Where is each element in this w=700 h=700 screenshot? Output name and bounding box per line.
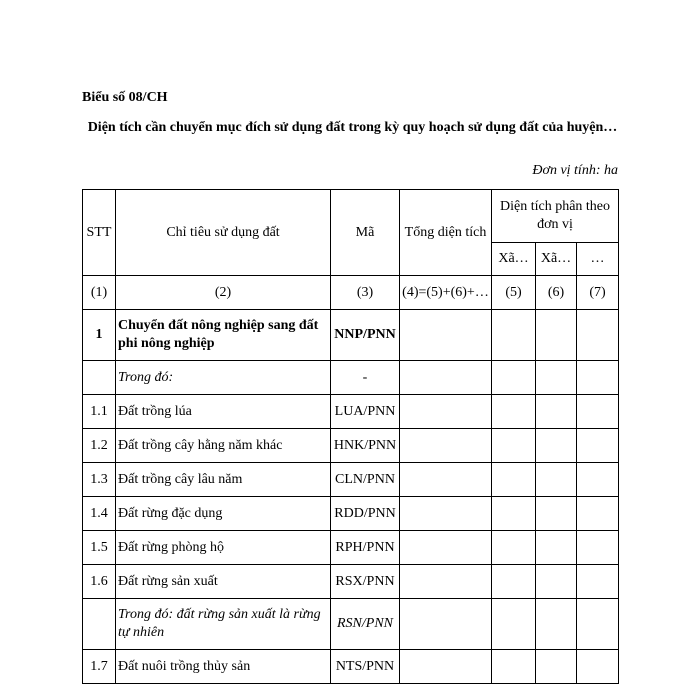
header-phan-theo-don-vi: Diện tích phân theo đơn vị	[492, 190, 619, 243]
row-code: CLN/PNN	[331, 463, 400, 497]
row-xa-1	[492, 429, 536, 463]
row-xa-1	[492, 361, 536, 395]
row-xa-2	[536, 565, 577, 599]
row-stt: 1.5	[83, 531, 116, 565]
header-xa-1: Xã…	[492, 243, 536, 276]
header-ma: Mã	[331, 190, 400, 276]
row-stt: 1.7	[83, 650, 116, 684]
row-xa-2	[536, 599, 577, 650]
row-total	[400, 463, 492, 497]
row-more	[577, 463, 619, 497]
row-code: LUA/PNN	[331, 395, 400, 429]
row-code: HNK/PNN	[331, 429, 400, 463]
row-total	[400, 429, 492, 463]
row-name: Đất nuôi trồng thủy sản	[116, 650, 331, 684]
row-total	[400, 361, 492, 395]
table-row	[83, 429, 619, 463]
header-stt: STT	[83, 190, 116, 276]
row-xa-2	[536, 429, 577, 463]
document-title: Diện tích cần chuyển mục đích sử dụng đất trong kỳ quy hoạch sử dụng đất của huyện…	[87, 120, 618, 135]
row-code: NTS/PNN	[331, 650, 400, 684]
row-total	[400, 650, 492, 684]
row-name: Đất trồng lúa	[116, 395, 331, 429]
table-row	[83, 361, 619, 395]
row-stt: 1.1	[83, 395, 116, 429]
col-number: (4)=(5)+(6)+…	[400, 276, 492, 310]
row-xa-1	[492, 497, 536, 531]
row-xa-1	[492, 531, 536, 565]
row-stt: 1.3	[83, 463, 116, 497]
row-name: Trong đó:	[116, 361, 331, 395]
row-name: Đất rừng đặc dụng	[116, 497, 331, 531]
col-number: (6)	[536, 276, 577, 310]
row-stt: 1	[83, 310, 116, 361]
row-total	[400, 310, 492, 361]
header-chi-tieu: Chỉ tiêu sử dụng đất	[116, 190, 331, 276]
header-tong-dien-tich: Tổng diện tích	[400, 190, 492, 276]
table-row	[83, 599, 619, 650]
row-more	[577, 497, 619, 531]
row-code: -	[331, 361, 400, 395]
row-xa-1	[492, 565, 536, 599]
form-code: Biểu số 08/CH	[82, 90, 168, 105]
col-number: (2)	[116, 276, 331, 310]
row-name: Đất trồng cây hằng năm khác	[116, 429, 331, 463]
row-total	[400, 497, 492, 531]
row-xa-1	[492, 463, 536, 497]
row-more	[577, 650, 619, 684]
row-xa-1	[492, 395, 536, 429]
row-name: Đất rừng sản xuất	[116, 565, 331, 599]
col-number: (1)	[83, 276, 116, 310]
row-xa-2	[536, 463, 577, 497]
row-name: Đất trồng cây lâu năm	[116, 463, 331, 497]
table-row	[83, 531, 619, 565]
col-number: (5)	[492, 276, 536, 310]
table-row	[83, 565, 619, 599]
table-row	[83, 463, 619, 497]
row-name: Đất rừng phòng hộ	[116, 531, 331, 565]
row-code: RPH/PNN	[331, 531, 400, 565]
col-number: (3)	[331, 276, 400, 310]
row-stt: 1.4	[83, 497, 116, 531]
table-body	[83, 276, 619, 684]
row-more	[577, 599, 619, 650]
row-name: Trong đó: đất rừng sản xuất là rừng tự nhiên	[116, 599, 331, 650]
row-xa-2	[536, 497, 577, 531]
column-number-row	[83, 276, 619, 310]
row-xa-2	[536, 531, 577, 565]
row-stt	[83, 599, 116, 650]
row-xa-1	[492, 310, 536, 361]
row-xa-2	[536, 650, 577, 684]
row-total	[400, 565, 492, 599]
row-stt: 1.6	[83, 565, 116, 599]
table-row	[83, 310, 619, 361]
row-code: NNP/PNN	[331, 310, 400, 361]
row-code: RSN/PNN	[331, 599, 400, 650]
table-row	[83, 650, 619, 684]
row-stt	[83, 361, 116, 395]
row-xa-2	[536, 310, 577, 361]
row-total	[400, 531, 492, 565]
unit-label: Đơn vị tính: ha	[532, 163, 618, 178]
row-total	[400, 599, 492, 650]
table-row	[83, 497, 619, 531]
row-stt: 1.2	[83, 429, 116, 463]
row-xa-1	[492, 599, 536, 650]
row-more	[577, 310, 619, 361]
row-name: Chuyển đất nông nghiệp sang đất phi nông nghiệp	[116, 310, 331, 361]
header-more: …	[577, 243, 619, 276]
row-more	[577, 361, 619, 395]
row-code: RDD/PNN	[331, 497, 400, 531]
row-total	[400, 395, 492, 429]
header-xa-2: Xã…	[536, 243, 577, 276]
row-more	[577, 531, 619, 565]
row-xa-2	[536, 395, 577, 429]
land-use-table	[82, 189, 619, 684]
table-row	[83, 395, 619, 429]
col-number: (7)	[577, 276, 619, 310]
row-xa-1	[492, 650, 536, 684]
row-more	[577, 395, 619, 429]
row-code: RSX/PNN	[331, 565, 400, 599]
row-more	[577, 565, 619, 599]
row-xa-2	[536, 361, 577, 395]
row-more	[577, 429, 619, 463]
